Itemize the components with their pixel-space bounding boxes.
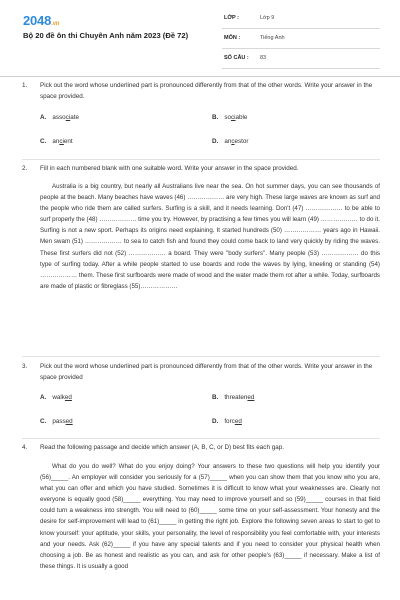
- option-c[interactable]: C. ancient: [40, 138, 73, 145]
- question-divider: [22, 356, 380, 357]
- question-number: 3.: [22, 363, 28, 370]
- meta-row-count: [222, 49, 380, 69]
- question-number: 1.: [22, 82, 28, 89]
- document-title: Bộ 20 đề ôn thi Chuyên Anh năm 2023 (Đề 72): [23, 31, 189, 40]
- meta-value: Tiếng Anh: [260, 35, 285, 41]
- meta-row-subject: [222, 29, 380, 49]
- meta-value: Lớp 9: [260, 15, 275, 21]
- question-divider: [22, 159, 380, 160]
- passage-text: What do you do well? What do you enjoy doing? Your answers to these two questions will help you identify your (56)_____. An employer will consider you seriously for a (57)_____ when you can show them that you know who you are, what you can offer and which you have studied. Sometimes it is difficult to know what your weaknesses are. Clearly not everyone is equally good (58)_____ everything. You may need to improve yourself and so (59)_____ courses in that field could turn a weakness into strength. You will need to (60)_____ some time on your self-assessment. Your honesty and the desire for self-improvement will lead to (61)_____ in getting the right job. Explore the following seven areas to start to get to know yourself: your aptitude, your skills, your personality, the level of responsibility you feel comfortable with, your interests and your needs. Ask (62)_____ if you have any special talents and if you need to consider your physical health when choosing a job. Be as honest and realistic as you can, and ask for other people's (63)_____ if necessary. Make a list of these things. It is usually a good: [40, 463, 380, 570]
- header-divider: [0, 76, 400, 77]
- reading-passage-surfing: [40, 181, 380, 292]
- question-divider: [22, 438, 380, 439]
- reading-passage-self-assessment: [40, 461, 380, 600]
- meta-key: MÔN :: [224, 35, 241, 41]
- question-number: 2.: [22, 165, 28, 172]
- question-text: Fill in each numbered blank with one suitable word. Write your answer in the space provided.: [40, 165, 299, 172]
- passage-text: Australia is a big country, but nearly all Australians live near the sea. On hot summer days, you can see thousands of people at the beach. Many beaches have waves (46) ……………… are very high. These large waves are known as surf and the people who ride them are called surfers. Surfing is a skill, and it needs learning. Don't (47) ……………… to be able to surf properly the (48) ……………… time you try. However, by practising a few times you will learn (49) ……………… to do it. Surfing is not a new sport. Perhaps its origins need explaining. It started hundreds (50) ……………… years ago in Hawaii. Men swam (51) ……………… to sea to catch fish and found they could come back to land very quickly by riding the waves. These first surfers did not (52) ……………… a board. They were "body surfers". Many people (53) ……………… do this type of surfing today. After a while people started to use boards and rode the waves by lying, kneeling or standing (54) ……………… them. These first surfboards were made of wood and the water made them rot after a while. Today, surfboards are made of plastic or fibreglass (55)………………: [40, 183, 380, 290]
- option-a[interactable]: A. walked: [40, 394, 72, 401]
- page-header: [0, 0, 400, 66]
- option-a[interactable]: A. associate: [40, 114, 79, 121]
- option-d[interactable]: D. forced: [212, 418, 242, 425]
- meta-row-class: [222, 9, 380, 29]
- site-logo[interactable]: 2048.vn: [23, 13, 60, 28]
- option-b[interactable]: B. sociable: [212, 114, 248, 121]
- meta-key: SỐ CÂU :: [224, 55, 249, 61]
- question-text: Pick out the word whose underlined part is pronounced differently from that of the other words. Write your answer in the space provided: [40, 363, 373, 382]
- option-d[interactable]: D. ancestor: [212, 138, 249, 145]
- question-number: 4.: [22, 444, 28, 451]
- meta-value: 83: [260, 55, 267, 61]
- question-text: Read the following passage and decide which answer (A, B, C, or D) best fits each gap.: [40, 444, 284, 451]
- meta-table: [222, 9, 380, 69]
- question-text: Pick out the word whose underlined part is pronounced differently from that of the other words. Write your answer in the space provided.: [40, 82, 373, 101]
- option-b[interactable]: B. threatened: [212, 394, 255, 401]
- option-c[interactable]: C. passed: [40, 418, 73, 425]
- meta-key: LỚP :: [224, 15, 239, 21]
